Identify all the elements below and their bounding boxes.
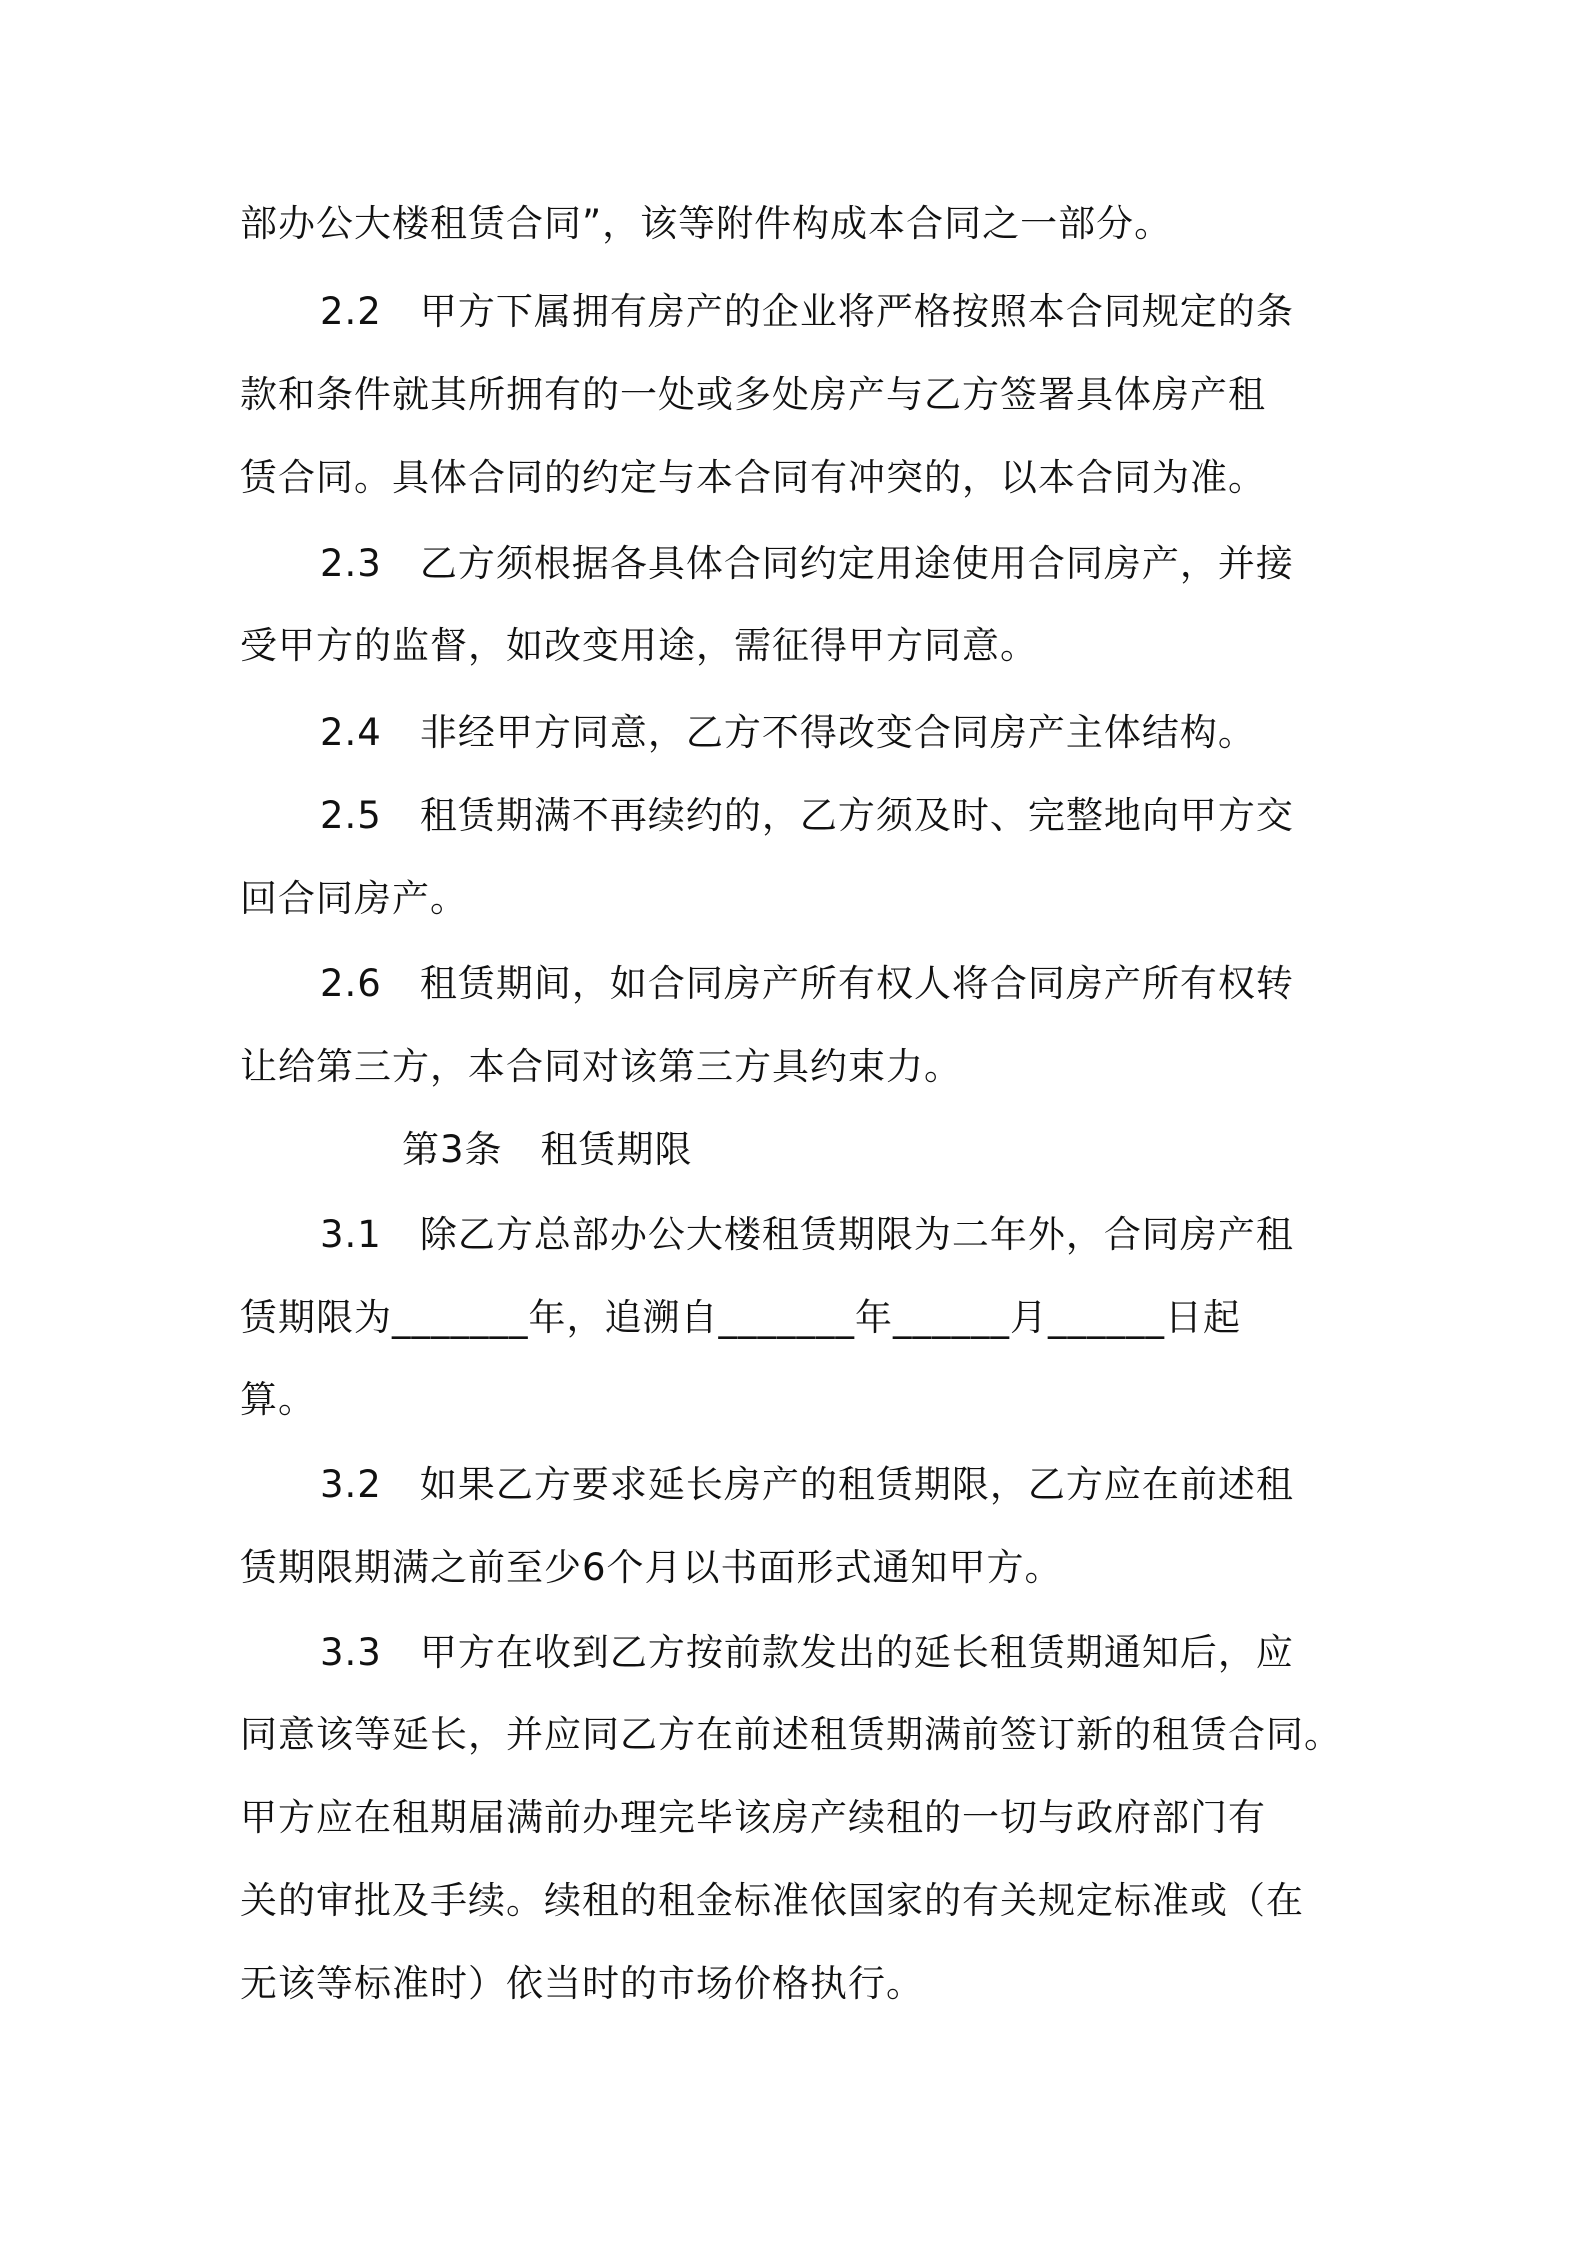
- clause-2-2: 2.2 甲方下属拥有房产的企业将严格按照本合同规定的条: [320, 290, 1294, 333]
- clause-3-2: 3.2 如果乙方要求延长房产的租赁期限，乙方应在前述租: [320, 1463, 1294, 1506]
- text-line: 赁期限期满之前至少6个月以书面形式通知甲方。: [240, 1546, 1063, 1589]
- clause-3-3: 3.3 甲方在收到乙方按前款发出的延长租赁期通知后，应: [320, 1631, 1294, 1674]
- clause-2-6: 2.6 租赁期间，如合同房产所有权人将合同房产所有权转: [320, 962, 1294, 1005]
- text-line: 回合同房产。: [240, 877, 468, 920]
- text-line: 款和条件就其所拥有的一处或多处房产与乙方签署具体房产租: [240, 373, 1266, 416]
- text-line: 部办公大楼租赁合同”，该等附件构成本合同之一部分。: [240, 202, 1173, 245]
- section-heading-3: 第3条 租赁期限: [402, 1128, 693, 1171]
- text-line: 让给第三方，本合同对该第三方具约束力。: [240, 1045, 962, 1088]
- text-line: 同意该等延长，并应同乙方在前述租赁期满前签订新的租赁合同。: [240, 1713, 1342, 1756]
- text-line: 关的审批及手续。续租的租金标准依国家的有关规定标准或（在: [240, 1879, 1304, 1922]
- clause-3-1: 3.1 除乙方总部办公大楼租赁期限为二年外，合同房产租: [320, 1213, 1294, 1256]
- text-line: 赁合同。具体合同的约定与本合同有冲突的，以本合同为准。: [240, 456, 1266, 499]
- text-line: 算。: [240, 1378, 316, 1421]
- clause-2-4: 2.4 非经甲方同意，乙方不得改变合同房产主体结构。: [320, 711, 1256, 754]
- clause-2-5: 2.5 租赁期满不再续约的，乙方须及时、完整地向甲方交: [320, 794, 1294, 837]
- clause-2-3: 2.3 乙方须根据各具体合同约定用途使用合同房产，并接: [320, 542, 1294, 585]
- text-line: 受甲方的监督，如改变用途，需征得甲方同意。: [240, 624, 1038, 667]
- text-line: 无该等标准时）依当时的市场价格执行。: [240, 1962, 924, 2005]
- text-line: 甲方应在租期届满前办理完毕该房产续租的一切与政府部门有: [240, 1796, 1266, 1839]
- text-line: 赁期限为_______年，追溯自_______年______月______日起: [240, 1296, 1241, 1339]
